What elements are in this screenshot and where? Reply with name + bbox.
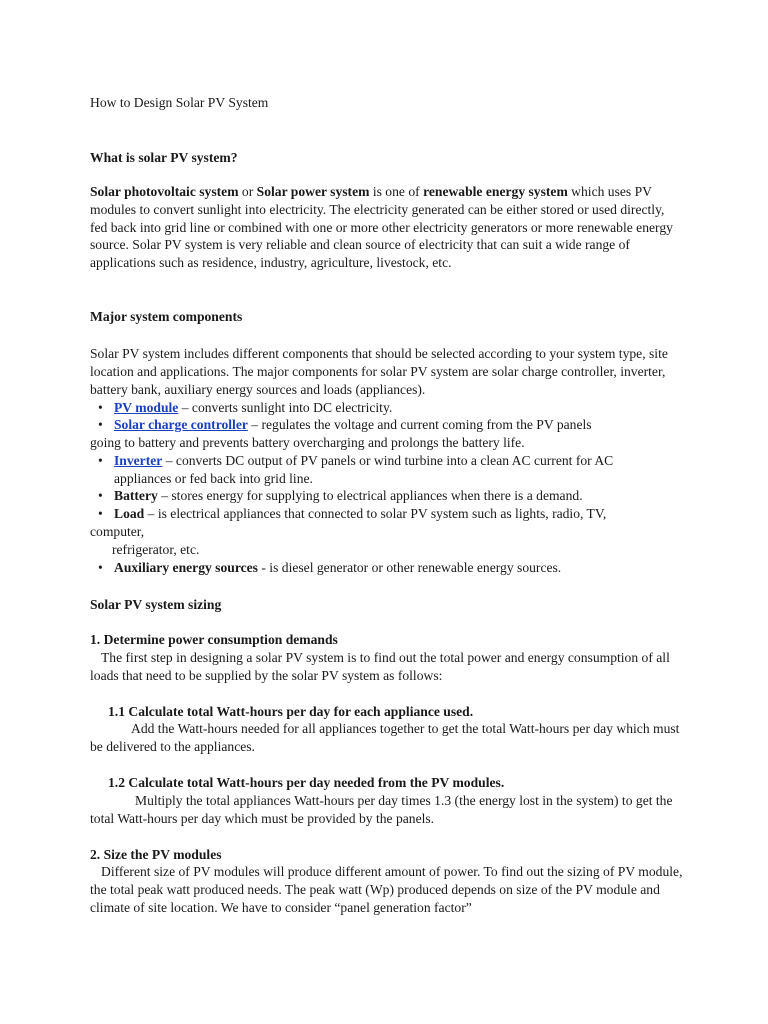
list-item-continuation: going to battery and prevents battery overcharging and prolongs the battery life.	[90, 435, 525, 450]
watt-hours-pv-text: Multiply the total appliances Watt-hours per day times 1.3 (the energy lost in the system) to get the total Watt-hours per day which must be provided by the panels.	[90, 793, 673, 826]
term-renewable: renewable energy system	[423, 184, 568, 199]
term-auxiliary: Auxiliary energy sources	[114, 560, 258, 575]
heading-size-pv-modules: 2. Size the PV modules	[90, 847, 222, 862]
term-battery: Battery	[114, 488, 158, 503]
list-item-continuation: refrigerator, etc.	[112, 542, 200, 557]
bullet-icon: •	[98, 400, 103, 415]
heading-power-demands: 1. Determine power consumption demands	[90, 632, 338, 647]
heading-system-sizing: Solar PV system sizing	[90, 597, 222, 612]
list-item-text: - is diesel generator or other renewable energy sources.	[257, 560, 562, 575]
bullet-icon: •	[98, 488, 103, 503]
bullet-icon: •	[98, 453, 103, 468]
bullet-icon: •	[98, 560, 103, 575]
term-load: Load	[114, 506, 145, 521]
power-demands-text: The first step in designing a solar PV system is to find out the total power and energy consumption of all loads that need to be supplied by the solar PV system as follows:	[90, 650, 670, 683]
intro-paragraph	[90, 183, 684, 272]
link-solar-charge-controller[interactable]: Solar charge controller	[114, 417, 248, 432]
term-solar-pv: Solar photovoltaic system	[90, 184, 239, 199]
list-item-continuation: computer,	[90, 524, 145, 539]
list-item-text: – converts sunlight into DC electricity.	[178, 400, 393, 415]
heading-major-components: Major system components	[90, 309, 243, 324]
components-intro: Solar PV system includes different components that should be selected according to your system type, site location and applications. The major components for solar PV system are solar charge controller, inverter, battery bank, auxiliary energy sources and loads (appliances).	[90, 346, 668, 397]
intro-text-2: is one of	[369, 184, 424, 199]
intro-text-1: or	[238, 184, 257, 199]
list-item-text: – is electrical appliances that connected to solar PV system such as lights, radio, TV,	[144, 506, 607, 521]
document-title: How to Design Solar PV System	[90, 95, 269, 110]
list-item-text: – regulates the voltage and current coming from the PV panels	[247, 417, 592, 432]
term-solar-power: Solar power system	[256, 184, 370, 199]
bullet-icon: •	[98, 506, 103, 521]
list-item-text: – converts DC output of PV panels or wind turbine into a clean AC current for AC	[162, 453, 614, 468]
intro-text-3: which uses PV modules to convert sunlight into electricity. The electricity generated can be either stored or used directly, fed back into grid line or combined with one or more other electricity generators or more renewable energy source. Solar PV system is very reliable and clean source of electricity that can suit a wide range of applications such as residence, industry, agriculture, livestock, etc.	[90, 184, 673, 271]
link-pv-module[interactable]: PV module	[114, 400, 179, 415]
list-item-text: – stores energy for supplying to electrical appliances when there is a demand.	[157, 488, 583, 503]
size-pv-modules-text: Different size of PV modules will produce different amount of power. To find out the sizing of PV module, the total peak watt produced needs. The peak watt (Wp) produced depends on size of the PV module and climate of site location. We have to consider “panel generation factor”	[90, 864, 683, 915]
link-inverter[interactable]: Inverter	[114, 453, 163, 468]
list-item-continuation: appliances or fed back into grid line.	[114, 471, 313, 486]
heading-watt-hours-pv: 1.2 Calculate total Watt-hours per day needed from the PV modules.	[108, 775, 505, 790]
bullet-icon: •	[98, 417, 103, 432]
heading-what-is: What is solar PV system?	[90, 150, 238, 165]
heading-watt-hours-appliance: 1.1 Calculate total Watt-hours per day for each appliance used.	[108, 704, 474, 719]
watt-hours-appliance-text: Add the Watt-hours needed for all appliances together to get the total Watt-hours per day which must be delivered to the appliances.	[90, 721, 680, 754]
